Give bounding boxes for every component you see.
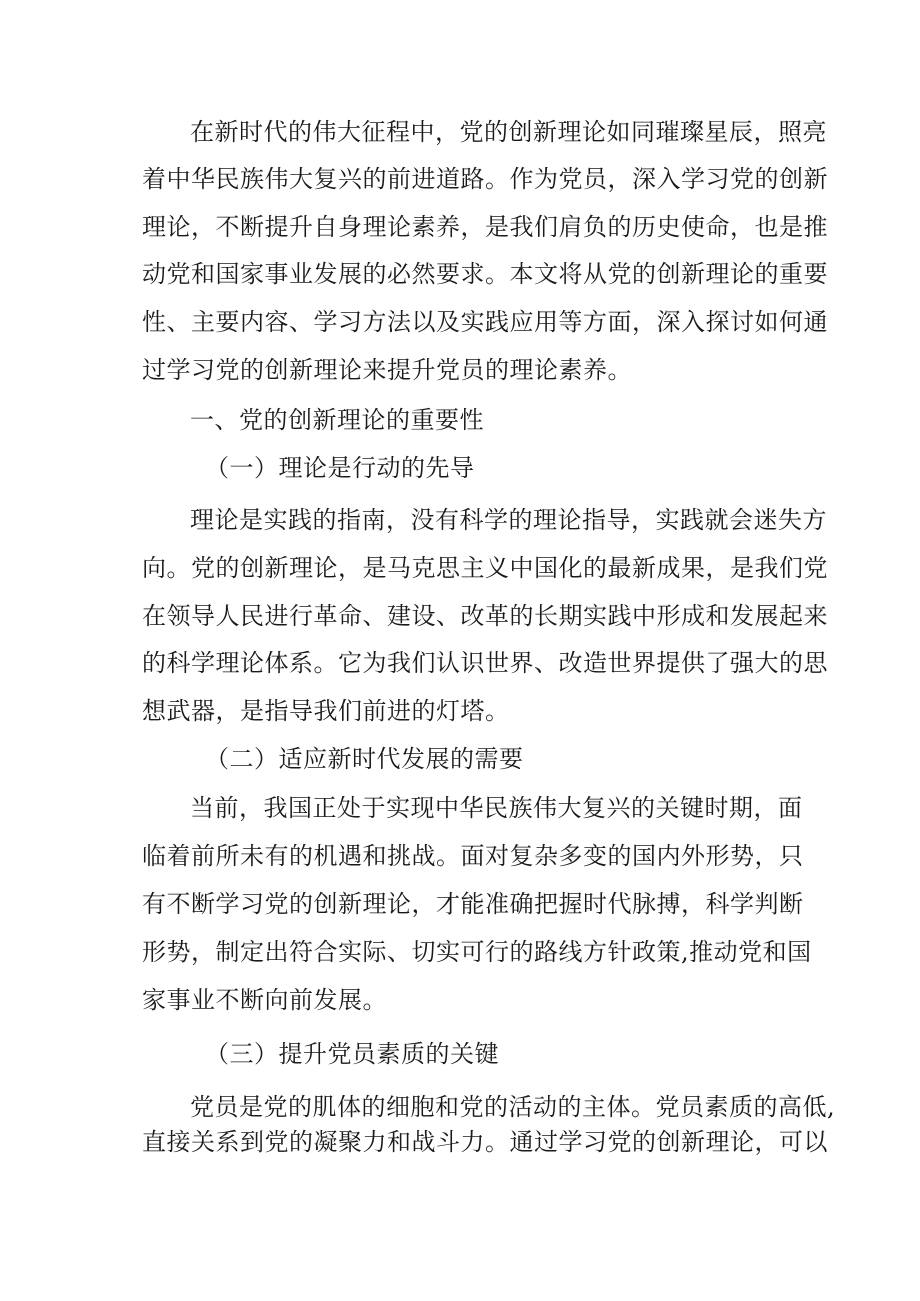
paragraph-line: 性、主要内容、学习方法以及实践应用等方面，深入探讨如何通	[142, 308, 828, 336]
paragraph-line: 在新时代的伟大征程中，党的创新理论如同璀璨星辰，照亮	[190, 118, 827, 146]
paragraph-line: 形势，制定出符合实际、切实可行的路线方针政策,推动党和国	[142, 938, 812, 966]
paragraph-line: 理论，不断提升自身理论素养，是我们肩负的历史使命，也是推	[142, 213, 828, 241]
paragraph-line: 临着前所未有的机遇和挑战。面对复杂多变的国内外形势，只	[142, 842, 804, 870]
paragraph-line: 的科学理论体系。它为我们认识世界、改造世界提供了强大的思	[142, 649, 828, 677]
paragraph-line: 党员是党的肌体的细胞和党的活动的主体。党员素质的高低,	[190, 1093, 836, 1121]
paragraph-line: 有不断学习党的创新理论，才能准确把握时代脉搏，科学判断	[142, 890, 804, 918]
paragraph-line: 向。党的创新理论，是马克思主义中国化的最新成果，是我们党	[142, 554, 828, 582]
paragraph-line: 直接关系到党的凝聚力和战斗力。通过学习党的创新理论，可以	[142, 1128, 828, 1156]
paragraph-line: 理论是实践的指南，没有科学的理论指导，实践就会迷失方	[190, 506, 827, 534]
paragraph-line: 过学习党的创新理论来提升党员的理论素养。	[142, 356, 632, 384]
subsection-heading: （三）提升党员素质的关键	[205, 1040, 499, 1068]
paragraph-line: 着中华民族伟大复兴的前进道路。作为党员，深入学习党的创新	[142, 165, 828, 193]
section-heading: 一、党的创新理论的重要性	[190, 406, 484, 434]
subsection-heading: （一）理论是行动的先导	[205, 454, 475, 482]
paragraph-line: 当前，我国正处于实现中华民族伟大复兴的关键时期，面	[190, 794, 803, 822]
paragraph-line: 在领导人民进行革命、建设、改革的长期实践中形成和发展起来	[142, 602, 828, 630]
subsection-heading: （二）适应新时代发展的需要	[205, 745, 524, 773]
paragraph-line: 想武器，是指导我们前进的灯塔。	[142, 697, 510, 725]
paragraph-line: 家事业不断向前发展。	[142, 986, 387, 1014]
paragraph-line: 动党和国家事业发展的必然要求。本文将从党的创新理论的重要	[142, 260, 828, 288]
